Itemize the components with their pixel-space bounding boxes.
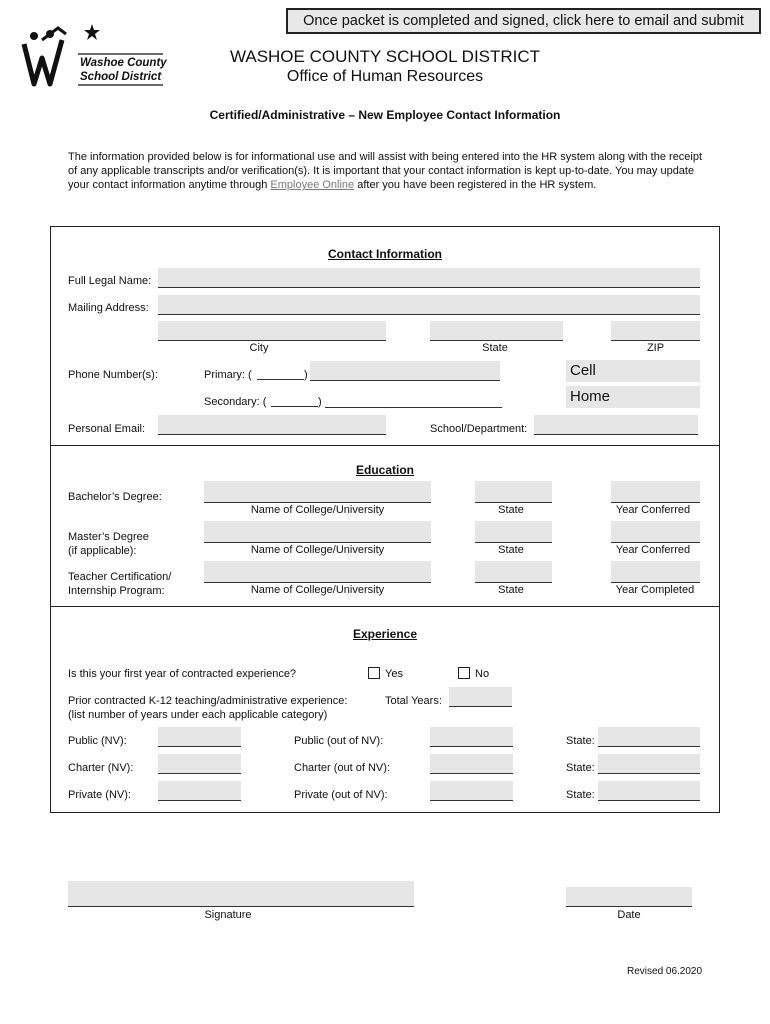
- charter-state-field[interactable]: [598, 754, 700, 774]
- charter-nv-label: Charter (NV):: [68, 762, 134, 774]
- bachelors-year-field[interactable]: [611, 481, 700, 503]
- logo-text-line1: Washoe County: [80, 57, 167, 69]
- no-checkbox[interactable]: [458, 667, 470, 679]
- personal-email-field[interactable]: [158, 415, 386, 435]
- form-title: Certified/Administrative – New Employee Contact Information: [209, 108, 561, 122]
- teacher-cert-label-line2: Internship Program:: [68, 585, 165, 597]
- yes-checkbox[interactable]: [368, 667, 380, 679]
- bachelors-label: Bachelor’s Degree:: [68, 491, 162, 503]
- teacher-year-field[interactable]: [611, 561, 700, 583]
- logo-text-line2: School District: [80, 71, 162, 83]
- mailing-address-label: Mailing Address:: [68, 302, 149, 314]
- mailing-address-field[interactable]: [158, 295, 700, 315]
- charter-out-label: Charter (out of NV):: [294, 762, 390, 774]
- masters-year-field[interactable]: [611, 521, 700, 543]
- teacher-college-caption: Name of College/University: [250, 584, 385, 596]
- school-department-label: School/Department:: [430, 423, 528, 435]
- charter-out-field[interactable]: [430, 754, 513, 774]
- bachelors-state-field[interactable]: [475, 481, 552, 503]
- prior-experience-label: Prior contracted K-12 teaching/administrative experience:: [68, 695, 348, 707]
- prior-experience-note: (list number of years under each applicable category): [68, 709, 328, 721]
- employee-online-link[interactable]: Employee Online: [270, 179, 355, 191]
- secondary-paren: ): [318, 396, 322, 408]
- primary-phone-type-field[interactable]: Cell: [566, 360, 700, 382]
- masters-label-line1: Master’s Degree: [68, 531, 149, 543]
- school-department-field[interactable]: [534, 415, 698, 435]
- public-out-label: Public (out of NV):: [294, 735, 384, 747]
- phone-numbers-label: Phone Number(s):: [68, 369, 158, 381]
- personal-email-label: Personal Email:: [68, 423, 146, 435]
- date-caption: Date: [617, 909, 641, 921]
- teacher-state-field[interactable]: [475, 561, 552, 583]
- education-title: Education: [355, 463, 414, 477]
- state-caption: State: [482, 342, 508, 354]
- primary-paren: ): [304, 369, 308, 381]
- total-years-field[interactable]: [449, 687, 512, 707]
- bachelors-college-caption: Name of College/University: [250, 504, 385, 516]
- revised-date: Revised 06.2020: [627, 966, 703, 977]
- email-submit-button[interactable]: Once packet is completed and signed, click here to email and submit: [286, 8, 761, 34]
- no-label: No: [475, 668, 490, 680]
- private-state-label: State:: [566, 789, 595, 801]
- masters-college-caption: Name of College/University: [250, 544, 385, 556]
- primary-phone-field[interactable]: [310, 361, 500, 381]
- zip-field[interactable]: [611, 321, 700, 341]
- secondary-area-code[interactable]: [271, 395, 318, 407]
- primary-phone-label: Primary: (: [204, 369, 252, 381]
- private-nv-field[interactable]: [158, 781, 241, 801]
- zip-caption: ZIP: [646, 342, 665, 354]
- bachelors-year-caption: Year Conferred: [615, 504, 691, 516]
- city-field[interactable]: [158, 321, 386, 341]
- date-field[interactable]: [566, 887, 692, 907]
- secondary-phone-type-field[interactable]: Home: [566, 386, 700, 408]
- district-title: WASHOE COUNTY SCHOOL DISTRICT: [229, 47, 541, 66]
- bachelors-state-caption: State: [498, 504, 524, 516]
- secondary-phone-label: Secondary: (: [204, 396, 267, 408]
- yes-label: Yes: [385, 668, 403, 680]
- total-years-label: Total Years:: [385, 695, 442, 707]
- bachelors-college-field[interactable]: [204, 481, 431, 503]
- charter-nv-field[interactable]: [158, 754, 241, 774]
- intro-paragraph: [68, 150, 708, 192]
- full-name-label: Full Legal Name:: [68, 275, 152, 287]
- masters-year-caption: Year Conferred: [615, 544, 691, 556]
- public-state-field[interactable]: [598, 727, 700, 747]
- private-out-field[interactable]: [430, 781, 513, 801]
- masters-state-caption: State: [498, 544, 524, 556]
- teacher-year-caption: Year Completed: [615, 584, 695, 596]
- private-state-field[interactable]: [598, 781, 700, 801]
- teacher-cert-label-line1: Teacher Certification/: [68, 571, 172, 583]
- secondary-phone-field[interactable]: [325, 394, 502, 408]
- teacher-state-caption: State: [498, 584, 524, 596]
- masters-label-line2: (if applicable):: [68, 545, 137, 557]
- public-nv-label: Public (NV):: [68, 735, 127, 747]
- masters-state-field[interactable]: [475, 521, 552, 543]
- full-name-field[interactable]: [158, 268, 700, 288]
- city-caption: City: [249, 342, 269, 354]
- intro-text-end: after you have been registered in the HR system.: [354, 179, 597, 191]
- public-out-field[interactable]: [430, 727, 513, 747]
- first-year-question: Is this your first year of contracted experience?: [68, 668, 297, 680]
- contact-title: Contact Information: [328, 247, 442, 261]
- experience-title: Experience: [352, 627, 418, 641]
- primary-area-code[interactable]: [257, 368, 304, 380]
- teacher-college-field[interactable]: [204, 561, 431, 583]
- state-field[interactable]: [430, 321, 563, 341]
- charter-state-label: State:: [566, 762, 595, 774]
- intro-text: The information provided below is for informational use and will assist with being entered into the HR system along with the receipt of any applicable transcripts and/or verification(s). It is important that your contact information is kept up-to-date. You may update your contact information anytime through: [68, 151, 703, 191]
- public-nv-field[interactable]: [158, 727, 241, 747]
- masters-college-field[interactable]: [204, 521, 431, 543]
- signature-field[interactable]: [68, 881, 414, 907]
- signature-caption: Signature: [204, 909, 252, 921]
- private-nv-label: Private (NV):: [68, 789, 131, 801]
- public-state-label: State:: [566, 735, 595, 747]
- office-title: Office of Human Resources: [286, 68, 484, 85]
- private-out-label: Private (out of NV):: [294, 789, 388, 801]
